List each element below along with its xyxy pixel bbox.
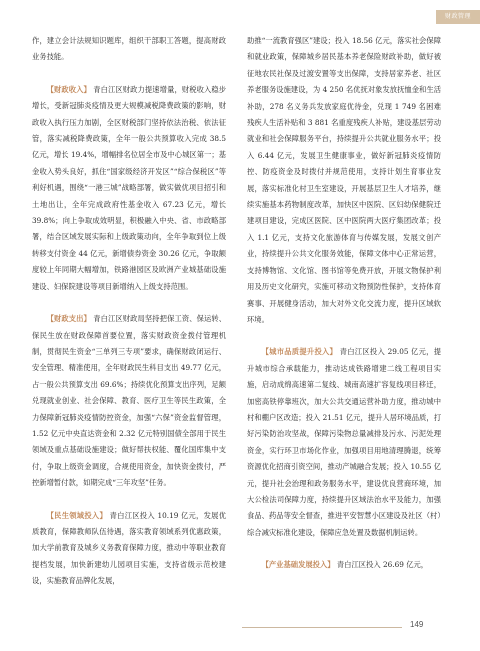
section-tab: 财政管理 xyxy=(436,10,480,24)
paragraph-urban-quality xyxy=(247,344,441,541)
page-number: 149 xyxy=(410,620,424,629)
paragraph-continued-right: 助推“一流教育强区”建设；投入 18.56 亿元，落实社会保障和就业政策，保障城乡居民基本养老保险财政补助，做好被征地农民社保及过渡安置等支出保障，支持居家养老、社区养老服务设施建设，为 4 250 名优抚对象发放抚恤金和生活补助，278 名义务兵发放家庭优待金，兑现 1 749 名困难残疾人生活补贴和 3 881 名重度残疾人补贴，建设基层劳动就业和社会保障服务平台，持续提升公共就业服务水平；投入 6.44 亿元，发展卫生健康事业，做好新冠肺炎疫情防控、防疫资金及时拨付并规范使用，支持计划生育事业发展，落实标准化村卫生室建设，开展基层卫生人才培养，继续实施基本药物制度改革，加快区中医院、区妇幼保健院迁建项目建设，完成区医院、区中医院两大医疗集团改革；投入 1.1 亿元，支持文化旅游体育与传媒发展，发展文创产业，持续提升公共文化服务效能，保障文体中心正常运营，支持博物馆、文化馆、图书馆等免费开放，开展文物保护利用及历史文化研究，实施可移动文物预防性保护，支持体育赛事、开展健身活动，加大对外文化交流力度，提升区域软环境。 xyxy=(247,36,441,324)
right-column xyxy=(247,33,441,574)
left-column xyxy=(32,33,226,590)
fiscal-income-text: 青白江区财政力提速增量，财税收入稳步增长，受新冠肺炎疫情及更大规模减税降费政策的影响，财政收入执行压力加剧，全区财税部门坚持依法治税、依法征管，落实减税降费政策，全年一般公共预算收入完成 38.5 亿元，增长 19.4%，增幅排名位居全市及中心城区第一；基金收入势头良好，抓住“国家级经济开发区”“综合保税区”等利好机遇，围绕“一港三城”战略部署，做实做优项目招引和土地出让，全年完成政府性基金收入 67.23 亿元，增长 39.8%；向上争取成效明显，积极融入中央、省、市政略部署，结合区域发展实际和上级政策动向，全年争取到位上级转移支付资金 44 亿元，新增债券资金 30.26 亿元，争取额度较上年同期大幅增加，铁路港园区及欧洲产业城基础设施建设、妇保院建设等项目新增纳入上级支持范围。 xyxy=(32,84,227,291)
paragraph-fiscal-expenditure xyxy=(32,311,226,491)
section-tag-social-investment: 【民生领域投入】 xyxy=(46,510,108,520)
paragraph-fiscal-income xyxy=(32,82,226,295)
fiscal-expenditure-text: 青白江区财政局坚持把保工资、保运转、保民生放在财政保障首要位置，落实财政资金拨付管理机制，贯彻民生资金“三单列三专项”要求，确保财政闭运行、安全管理、精准使用，全年财政民生科目支出 49.77 亿元，占一般公共预算支出 69.6%；持续优化预算支出序列，足额兑现就业创业、社会保障、教育、医疗卫生等民生政策，全力保障新冠肺炎疫情防控资金，加强“六保”资金监督管理，1.52 亿元中央直达资金和 2.32 亿元特别国债全部用于民生领域及重点基础设施建设；做好帮扶权能、覆化国库集中支付，争取上级资金调度，合规使用资金，加快资金拨付，严控新增暂付款，如期完成“三年攻坚”任务。 xyxy=(32,314,227,488)
section-tag-fiscal-expenditure: 【财政支出】 xyxy=(46,314,91,324)
section-tag-urban-quality: 【城市品质提升投入】 xyxy=(261,347,338,357)
paragraph-continued: 作，建立会计法规知识题库，组织干部职工答题，提高财政业务技能。 xyxy=(32,36,226,62)
urban-quality-text: 青白江区投入 29.05 亿元，提升城市综合承载能力，推动达成铁路增建二线工程项目实施，启动成绵高速第二复线、城南高速扩容复线项目移迁，加密高铁停靠班次，加大公共交通运营补助力度，推动城中村和棚户区改造；投入 21.51 亿元，提升人居环境品质，打好污染防治攻坚战，保障污染物总量减排及污水、污泥处理资金，实行环卫市场化作业，加强项目用地清理腾退，统筹资源优化招商引资空间，推动产城融合发展；投入 10.55 亿元，提升社会治理和政务服务水平，建设优良营商环境，加大公检法司保障力度，持续提升区域法治水平及能力，加强食品、药品等安全督查，推进平安智慧小区建设及社区（村）综合减灾标准化建设，保障应急处置及数据机制运转。 xyxy=(247,347,442,537)
social-investment-text: 青白江区投入 10.19 亿元，发展优质教育，保障教师队伍待遇，落实教育领域系列优惠政策，加大学前教育及城乡义务教育保障力度，推动中等职业教育提档发展，加快新建幼儿园项目实施，支持省级示范校建设，实施教育品牌化发展， xyxy=(32,510,226,586)
paragraph-industry-investment xyxy=(247,557,441,573)
footer-rule xyxy=(242,627,402,628)
industry-investment-text: 青白江区投入 26.69 亿元， xyxy=(336,560,429,570)
section-tag-fiscal-income: 【财政收入】 xyxy=(46,84,91,94)
paragraph-social-investment xyxy=(32,508,226,590)
section-tag-industry-investment: 【产业基础发展投入】 xyxy=(261,560,335,570)
